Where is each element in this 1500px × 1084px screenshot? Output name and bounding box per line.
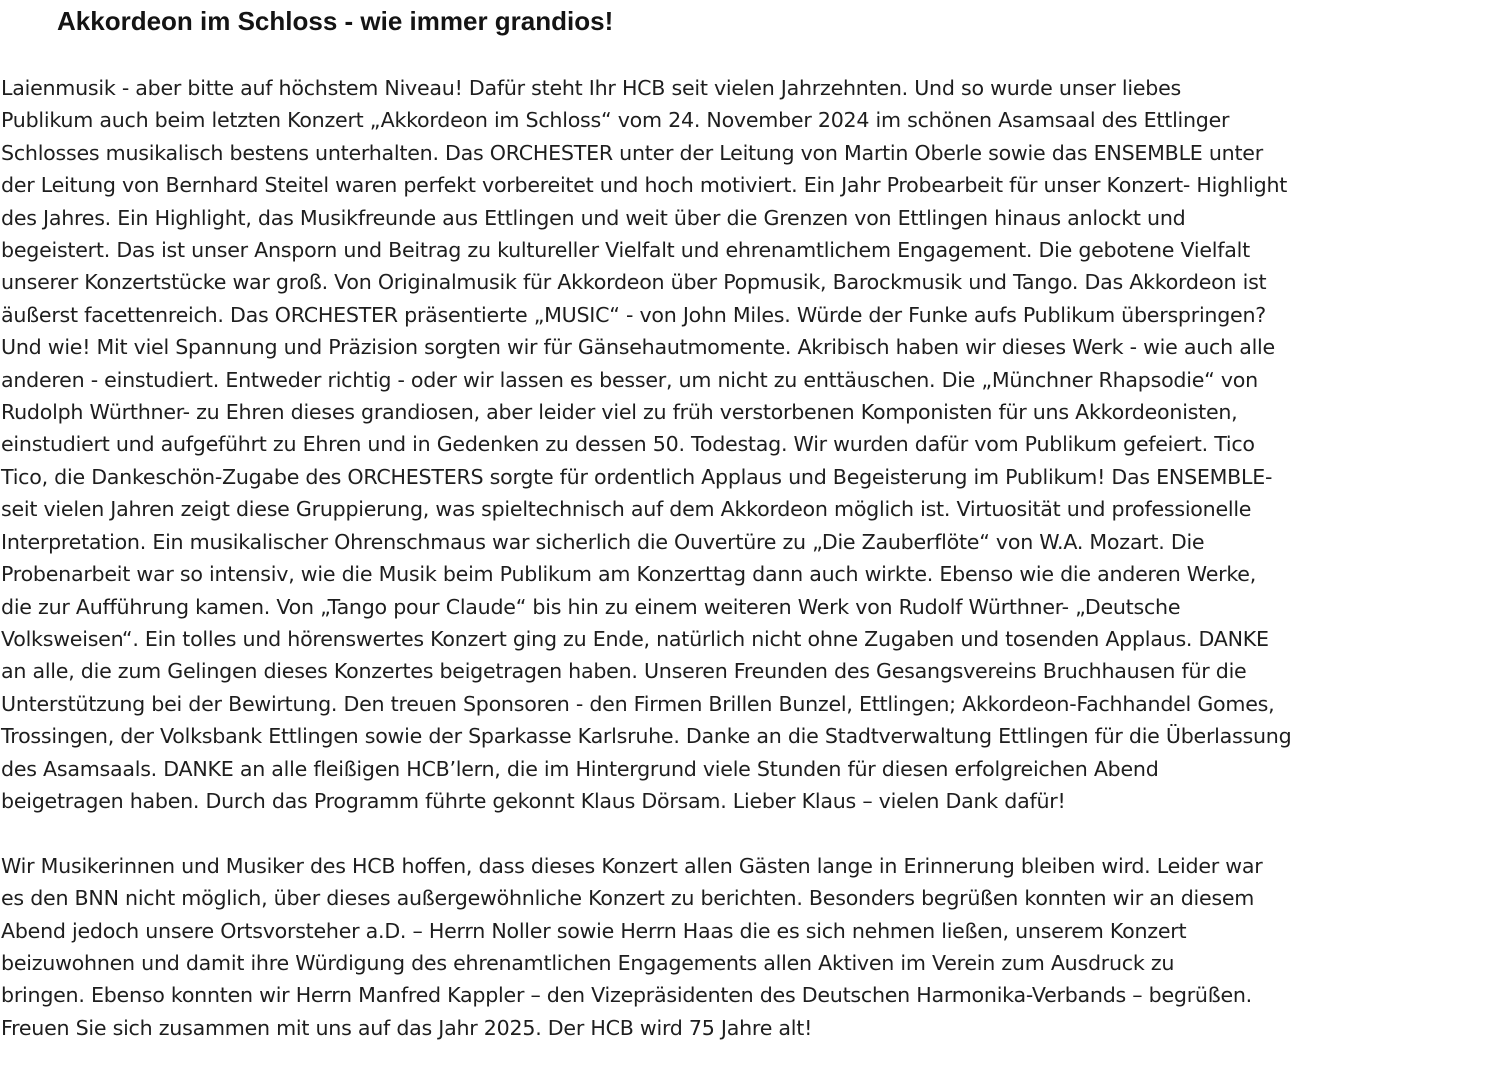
text-line: beizuwohnen und damit ihre Würdigung des ehrenamtlichen Engagements allen Aktiven im Verein zum Ausdruck zu bbox=[1, 950, 1175, 975]
text-line: begeistert. Das ist unser Ansporn und Beitrag zu kultureller Vielfalt und ehrenamtlichem Engagement. Die gebotene Vielfalt bbox=[1, 238, 1250, 263]
text-line: äußerst facettenreich. Das ORCHESTER präsentierte „MUSIC“ - von John Miles. Würde der Funke aufs Publikum überspringen? bbox=[1, 302, 1266, 327]
text-line: Trossingen, der Volksbank Ettlingen sowie der Sparkasse Karlsruhe. Danke an die Stadtverwaltung Ettlingen für die Überlassung bbox=[1, 724, 1292, 749]
text-line: der Leitung von Bernhard Steitel waren perfekt vorbereitet und hoch motiviert. Ein Jahr Probearbeit für unser Konzert- Highlight bbox=[1, 173, 1288, 198]
paragraph-1 bbox=[1, 72, 1499, 817]
text-line: Abend jedoch unsere Ortsvorsteher a.D. – Herrn Noller sowie Herrn Haas die es sich nehmen ließen, unserem Konzert bbox=[1, 918, 1187, 943]
text-line: Wir Musikerinnen und Musiker des HCB hoffen, dass dieses Konzert allen Gästen lange in Erinnerung bleiben wird. Leider war bbox=[1, 853, 1263, 878]
text-line: Tico, die Dankeschön-Zugabe des ORCHESTERS sorgte für ordentlich Applaus und Begeisterung im Publikum! Das ENSEMBLE- bbox=[1, 464, 1273, 489]
text-line: Interpretation. Ein musikalischer Ohrenschmaus war sicherlich die Ouvertüre zu „Die Zauberflöte“ von W.A. Mozart. Die bbox=[1, 529, 1205, 554]
text-line: Schlosses musikalisch bestens unterhalten. Das ORCHESTER unter der Leitung von Martin Oberle sowie das ENSEMBLE unter bbox=[1, 140, 1263, 165]
text-line: Unterstützung bei der Bewirtung. Den treuen Sponsoren - den Firmen Brillen Bunzel, Ettlingen; Akkordeon-Fachhandel Gomes, bbox=[1, 691, 1275, 716]
article-title: Akkordeon im Schloss - wie immer grandios! bbox=[57, 6, 614, 36]
text-line: Freuen Sie sich zusammen mit uns auf das Jahr 2025. Der HCB wird 75 Jahre alt! bbox=[1, 1015, 813, 1040]
text-line: Probenarbeit war so intensiv, wie die Musik beim Publikum am Konzerttag dann auch wirkte. Ebenso wie die anderen Werke, bbox=[1, 562, 1257, 587]
text-line: Und wie! Mit viel Spannung und Präzision sorgten wir für Gänsehautmomente. Akribisch haben wir dieses Werk - wie auch alle bbox=[1, 335, 1275, 360]
text-line: Rudolph Würthner- zu Ehren dieses grandiosen, aber leider viel zu früh verstorbenen Komponisten für uns Akkordeonisten, bbox=[1, 400, 1238, 425]
text-line: es den BNN nicht möglich, über dieses außergewöhnliche Konzert zu berichten. Besonders begrüßen konnten wir an diesem bbox=[1, 886, 1255, 911]
text-line: an alle, die zum Gelingen dieses Konzertes beigetragen haben. Unseren Freunden des Gesangsvereins Bruchhausen für die bbox=[1, 659, 1247, 684]
article-body bbox=[1, 72, 1499, 1044]
text-line: die zur Aufführung kamen. Von „Tango pour Claude“ bis hin zu einem weiteren Werk von Rudolf Würthner- „Deutsche bbox=[1, 594, 1181, 619]
text-line: Publikum auch beim letzten Konzert „Akkordeon im Schloss“ vom 24. November 2024 im schönen Asamsaal des Ettlinger bbox=[1, 108, 1230, 133]
text-line: unserer Konzertstücke war groß. Von Originalmusik für Akkordeon über Popmusik, Barockmusik und Tango. Das Akkordeon ist bbox=[1, 270, 1267, 295]
text-line: bringen. Ebenso konnten wir Herrn Manfred Kappler – den Vizepräsidenten des Deutschen Harmonika-Verbands – begrüßen. bbox=[1, 983, 1252, 1008]
text-line: Volksweisen“. Ein tolles und hörenswertes Konzert ging zu Ende, natürlich nicht ohne Zugaben und tosenden Applaus. DANKE bbox=[1, 626, 1269, 651]
paragraph-2 bbox=[1, 850, 1499, 1044]
text-line: des Asamsaals. DANKE an alle fleißigen HCB’lern, die im Hintergrund viele Stunden für diesen erfolgreichen Abend bbox=[1, 756, 1159, 781]
text-line: beigetragen haben. Durch das Programm führte gekonnt Klaus Dörsam. Lieber Klaus – vielen Dank dafür! bbox=[1, 788, 1066, 813]
text-line: anderen - einstudiert. Entweder richtig - oder wir lassen es besser, um nicht zu enttäuschen. Die „Münchner Rhapsodie“ von bbox=[1, 367, 1258, 392]
paragraph-gap bbox=[1, 817, 1499, 849]
text-line: Laienmusik - aber bitte auf höchstem Niveau! Dafür steht Ihr HCB seit vielen Jahrzehnten. Und so wurde unser liebes bbox=[1, 76, 1181, 100]
text-line: einstudiert und aufgeführt zu Ehren und in Gedenken zu dessen 50. Todestag. Wir wurden dafür vom Publikum gefeiert. Tico bbox=[1, 432, 1255, 457]
text-line: seit vielen Jahren zeigt diese Gruppierung, was spieltechnisch auf dem Akkordeon möglich ist. Virtuosität und professionelle bbox=[1, 497, 1252, 522]
text-line: des Jahres. Ein Highlight, das Musikfreunde aus Ettlingen und weit über die Grenzen von Ettlingen hinaus anlockt und bbox=[1, 205, 1186, 230]
